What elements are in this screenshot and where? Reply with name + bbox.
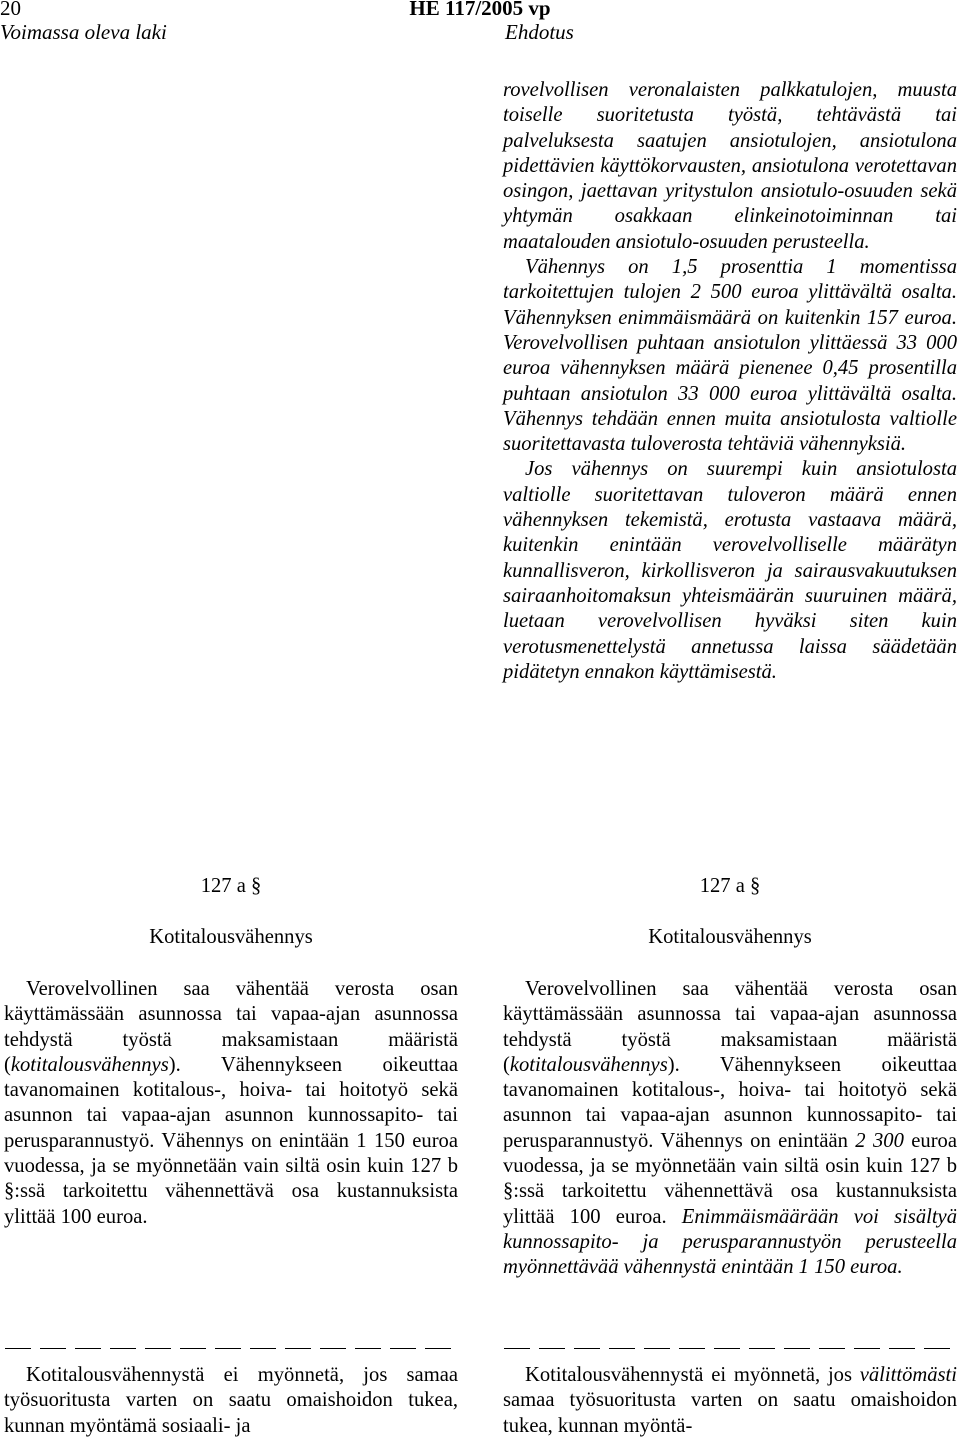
page-number: 20 bbox=[0, 0, 21, 20]
current-law-term: kotitalousvähennys bbox=[10, 1053, 169, 1076]
proposal-top-paragraph-2: Vähennys on 1,5 prosenttia 1 momentissa tarkoitettujen tulojen 2 500 euroa ylittävältä osalta. Vähennyksen enimmäismäärä on kuitenkin 157 euroa. Verovelvollisen puhtaan ansiotulon ylittäessä 33 000 euroa vähennyksen määrä pienenee 0,45 prosentilla puhtaan ansiotulon 33 000 euroa ylittävältä osalta. Vähennys tehdään ennen muita ansiotulosta valtiolle suoritettavasta tuloverosta tehtäviä vähennyksiä. bbox=[503, 256, 957, 456]
current-law-section-title: Kotitalousvähennys bbox=[149, 926, 313, 948]
current-law-paragraph-1: Verovelvollinen saa vähentää verosta osan käyttämässään asunnossa tai vapaa-ajan asunnossa tehdystä työstä maksamistaan määristä (kotitalousvähennys). Vähennykseen oikeuttaa tavanomainen kotitalous-, hoiva- tai hoitotyö sekä asunnon tai vapaa-ajan asunnon kunnossapito- tai perusparannustyö. Vähennys on enintään 1 150 euroa vuodessa, ja se myönnetään vain siltä osin kuin 127 b §:ssä tarkoitettu vähennettävä osa kustannuksista ylittää 100 euroa. bbox=[4, 978, 458, 1228]
omission-dashes-right bbox=[504, 1338, 950, 1358]
proposal-top-text bbox=[503, 78, 957, 685]
omission-dashes-left bbox=[5, 1338, 451, 1358]
proposal-section bbox=[503, 874, 957, 1281]
proposal-new-sentence: Enimmäismäärään voi sisältyä kunnossapito- ja perusparannustyön perusteella myönnettävää vähennystä enintään 1 150 euroa. bbox=[503, 1205, 957, 1279]
proposal-paragraph-1: Verovelvollinen saa vähentää verosta osan käyttämässään asunnossa tai vapaa-ajan asunnossa tehdystä työstä maksamistaan määristä (kotitalousvähennys). Vähennykseen oikeuttaa tavanomainen kotitalous-, hoiva- tai hoitotyö sekä asunnon tai vapaa-ajan asunnon kunnossapito- tai perusparannustyö. Vähennys on enintään 2 300 euroa vuodessa, ja se myönnetään vain siltä osin kuin 127 b §:ssä tarkoitettu vähennettävä osa kustannuksista ylittää 100 euroa. Enimmäismäärään voi sisältyä kunnossapito- ja perusparannustyön perusteella myönnettävää vähennystä enintään 1 150 euroa. bbox=[503, 978, 957, 1279]
current-law-section bbox=[4, 874, 458, 1230]
current-law-section-cont bbox=[4, 1363, 458, 1439]
column-label-current-law: Voimassa oleva laki bbox=[0, 20, 167, 44]
proposal-section-title: Kotitalousvähennys bbox=[648, 926, 812, 948]
document-id: HE 117/2005 vp bbox=[409, 0, 551, 20]
proposal-top-paragraph-3: Jos vähennys on suurempi kuin ansiotulosta valtiolle suoritettavan tuloveron määrä ennen vähennyksen tekemistä, erotusta vastaava määrä, kuitenkin enintään verovelvolliselle määrätyn kunnallisveron, kirkollisveron ja sairausvakuutuksen sairaanhoitomaksun yhteismäärän suuruinen määrä, luetaan verovelvollisen hyväksi siten kuin verotusmenettelystä annetussa laissa säädetään pidätetyn ennakon käyttämisestä. bbox=[503, 458, 957, 683]
proposal-top-paragraph-1: rovelvollisen veronalaisten palkkatulojen, muusta toiselle suoritetusta työstä, tehtävästä tai palveluksesta saatujen ansiotulojen, ansiotulona pidettävien käyttökorvausten, ansiotulona verotettavan osingon, jaettavan yritystulon ansiotulo-osuuden sekä yhtymän osakkaan elinkeinotoiminnan tai maatalouden ansiotulo-osuuden perusteella. bbox=[503, 79, 957, 253]
proposal-amount: 2 300 bbox=[855, 1129, 904, 1152]
proposal-paragraph-2: Kotitalousvähennystä ei myönnetä, jos välittömästi samaa työsuoritusta varten on saatu omaishoidon tukea, kunnan myöntä- bbox=[503, 1364, 957, 1437]
current-law-paragraph-2: Kotitalousvähennystä ei myönnetä, jos samaa työsuoritusta varten on saatu omaishoidon tukea, kunnan myöntämä sosiaali- ja bbox=[4, 1364, 458, 1437]
proposal-term: kotitalousvähennys bbox=[509, 1053, 668, 1076]
proposal-term-2: välittömästi bbox=[859, 1364, 957, 1386]
column-label-proposal: Ehdotus bbox=[505, 20, 574, 44]
current-law-section-number: 127 a § bbox=[200, 875, 262, 897]
proposal-section-cont bbox=[503, 1363, 957, 1439]
proposal-section-number: 127 a § bbox=[699, 875, 761, 897]
